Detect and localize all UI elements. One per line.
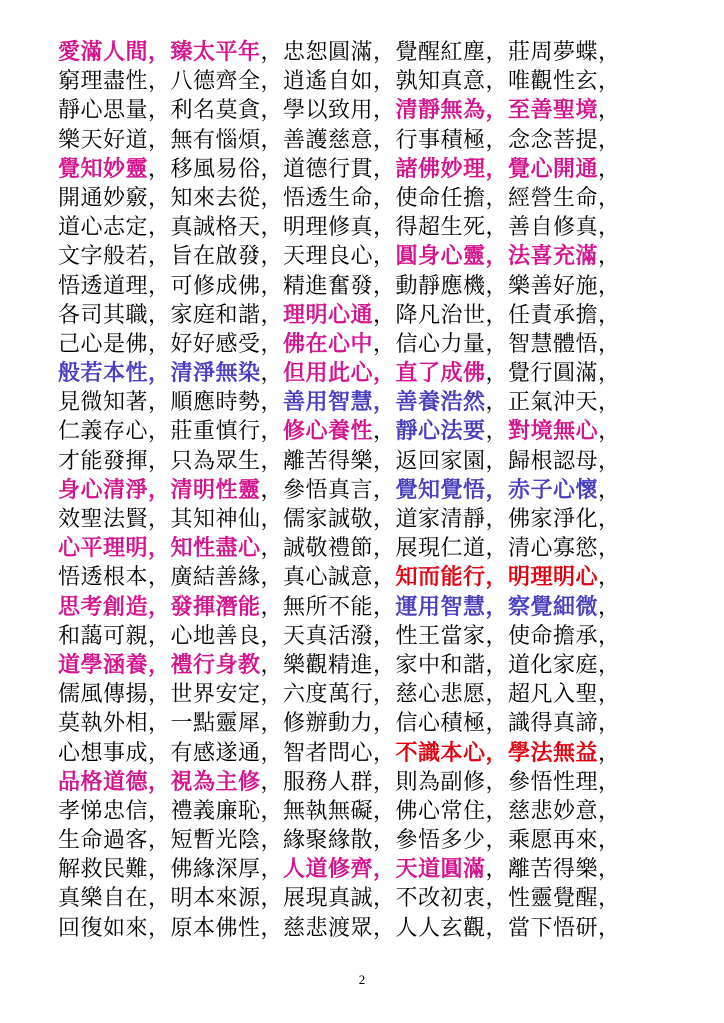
verse-text: ，: [598, 156, 621, 182]
verse-text: ，參悟真言，: [260, 477, 396, 503]
verse-line: [58, 622, 678, 651]
highlighted-phrase: 覺知覺悟，赤子心懷: [395, 476, 599, 503]
verse-line: [58, 38, 678, 67]
highlighted-phrase: 道學涵養，禮行身教: [58, 651, 261, 678]
verse-text: ，: [598, 244, 621, 270]
highlighted-phrase: 理明心通: [283, 301, 374, 328]
highlighted-phrase: 修心養性: [283, 418, 374, 445]
verse-text: ，: [373, 419, 396, 445]
highlighted-phrase: 不識本心，學法無益: [395, 739, 599, 766]
verse-line: [58, 709, 678, 738]
verse-text: ，: [598, 98, 621, 124]
highlighted-phrase: 知而能行，明理明心: [395, 564, 599, 591]
verse-line: [58, 739, 678, 768]
highlighted-phrase: 愛滿人間，: [58, 39, 171, 65]
highlighted-phrase: 品格道德，視為主修: [58, 768, 261, 795]
verse-text: 莫執外相，一點靈犀，修辦動力，信心積極，識得真諦，: [58, 711, 621, 737]
highlighted-phrase: 清靜無為，至善聖境: [395, 97, 599, 124]
verse-line: [58, 155, 678, 184]
verse-text: ，: [598, 419, 621, 445]
verse-line: [58, 797, 678, 826]
highlighted-phrase: 臻太平年: [170, 39, 261, 65]
verse-line: [58, 563, 678, 592]
verse-text: ，正氣沖天，: [485, 390, 621, 416]
verse-line: [58, 505, 678, 534]
verse-text: 靜心思量，利名莫貪，學以致用，: [58, 98, 396, 124]
highlighted-phrase: 諸佛妙理，覺心開通: [395, 155, 599, 182]
verse-line: [58, 826, 678, 855]
verse-text: 儒風傳揚，世界安定，六度萬行，慈心悲愿，超凡入聖，: [58, 682, 621, 708]
verse-line: [58, 884, 678, 913]
highlighted-phrase: 圓身心靈，法喜充滿: [395, 243, 599, 270]
verse-text: 孝悌忠信，禮義廉恥，無執無礙，佛心常住，慈悲妙意，: [58, 798, 621, 824]
verse-line: [58, 330, 678, 359]
verse-text: 悟透根本，廣結善緣，真心誠意，: [58, 565, 396, 591]
verse-line: [58, 126, 678, 155]
verse-line: [58, 272, 678, 301]
highlighted-phrase: 般若本性，清淨無染: [58, 360, 261, 387]
verse-text: 道心志定，真誠格天，明理修真，得超生死，善自修真，: [58, 215, 621, 241]
verse-text: 生命過客，短暫光陰，緣聚緣散，參悟多少，乘愿再來，: [58, 828, 621, 854]
highlighted-phrase: 心平理明，知性盡心: [58, 535, 261, 562]
verse-line: [58, 213, 678, 242]
verse-line: [58, 67, 678, 96]
verse-line: [58, 96, 678, 125]
verse-text: ，樂觀精進，家中和諧，道化家庭，: [260, 652, 621, 678]
verse-line: [58, 184, 678, 213]
highlighted-phrase: 但用此心，直了成佛: [283, 360, 486, 387]
highlighted-phrase: 善用智慧，善養浩然: [283, 389, 486, 416]
verse-text: ，移風易俗，道德行貫，: [148, 156, 396, 182]
highlighted-phrase: 覺知妙靈: [58, 155, 149, 182]
verse-text: 才能發揮，只為眾生，離苦得樂，返回家園，歸根認母，: [58, 448, 621, 474]
verse-text: ，離苦得樂，: [485, 857, 621, 883]
verse-line: [58, 417, 678, 446]
verse-text: 悟透道理，可修成佛，精進奮發，動靜應機，樂善好施，: [58, 273, 621, 299]
verse-text-block: [58, 38, 678, 943]
verse-line: [58, 534, 678, 563]
verse-line: [58, 476, 678, 505]
verse-text: 開通妙竅，知來去從，悟透生命，使命任擔，經營生命，: [58, 185, 621, 211]
verse-line: [58, 914, 678, 943]
verse-text: 解救民難，佛緣深厚，: [58, 857, 284, 883]
highlighted-phrase: 對境無心: [508, 418, 599, 445]
highlighted-phrase: 人道修齊，天道圓滿: [283, 856, 486, 883]
verse-text: ，服務人群，則為副修，參悟性理，: [260, 769, 621, 795]
highlighted-phrase: 靜心法要: [395, 418, 486, 445]
verse-text: ，: [485, 419, 509, 445]
verse-text: ，忠恕圓滿，覺醒紅塵，莊周夢蝶，: [260, 40, 621, 65]
verse-text: 樂天好道，無有惱煩，善護慈意，行事積極，念念菩提，: [58, 127, 621, 153]
verse-text: ，: [598, 740, 621, 766]
verse-line: [58, 593, 678, 622]
verse-text: ，無所不能，: [260, 594, 396, 620]
page-number: 2: [358, 972, 366, 987]
verse-text: 回復如來，原本佛性，慈悲渡眾，人人玄觀，當下悟研，: [58, 915, 621, 941]
verse-line: [58, 447, 678, 476]
verse-text: 見微知著，順應時勢，: [58, 390, 284, 416]
verse-line: [58, 651, 678, 680]
verse-text: ，: [598, 565, 621, 591]
verse-line: [58, 680, 678, 709]
verse-text: ，降凡治世，任責承擔，: [373, 302, 621, 328]
verse-text: ，: [260, 361, 284, 387]
verse-text: 效聖法賢，其知神仙，儒家誠敬，道家清靜，佛家淨化，: [58, 507, 621, 532]
verse-text: 真樂自在，明本來源，展現真誠，不改初衷，性靈覺醒，: [58, 886, 621, 912]
verse-line: [58, 855, 678, 884]
verse-text: ，: [598, 594, 621, 620]
verse-line: [58, 388, 678, 417]
verse-text: 窮理盡性，八德齊全，逍遙自如，孰知真意，唯觀性玄，: [58, 69, 621, 95]
highlighted-phrase: 身心清淨，清明性靈: [58, 476, 261, 503]
verse-text: 仁義存心，莊重慎行，: [58, 419, 284, 445]
verse-line: [58, 301, 678, 330]
highlighted-phrase: 運用智慧，察覺細微: [395, 593, 599, 620]
verse-text: 和藹可親，心地善良，天真活潑，性王當家，使命擔承，: [58, 623, 621, 649]
verse-text: ，信心力量，智慧體悟，: [373, 331, 621, 357]
verse-text: 各司其職，家庭和諧，: [58, 302, 284, 328]
verse-text: 己心是佛，好好感受，: [58, 331, 284, 357]
verse-text: 文字般若，旨在啟發，天理良心，: [58, 244, 396, 270]
verse-text: ，覺行圓滿，: [485, 361, 621, 387]
verse-text: 心想事成，有感遂通，智者問心，: [58, 740, 396, 766]
highlighted-phrase: 思考創造，發揮潛能: [58, 593, 261, 620]
highlighted-phrase: 佛在心中: [283, 330, 374, 357]
verse-line: [58, 768, 678, 797]
verse-text: ，: [598, 477, 621, 503]
verse-text: ，誠敬禮節，展現仁道，清心寡慾，: [260, 536, 621, 562]
verse-line: [58, 359, 678, 388]
verse-line: [58, 242, 678, 271]
